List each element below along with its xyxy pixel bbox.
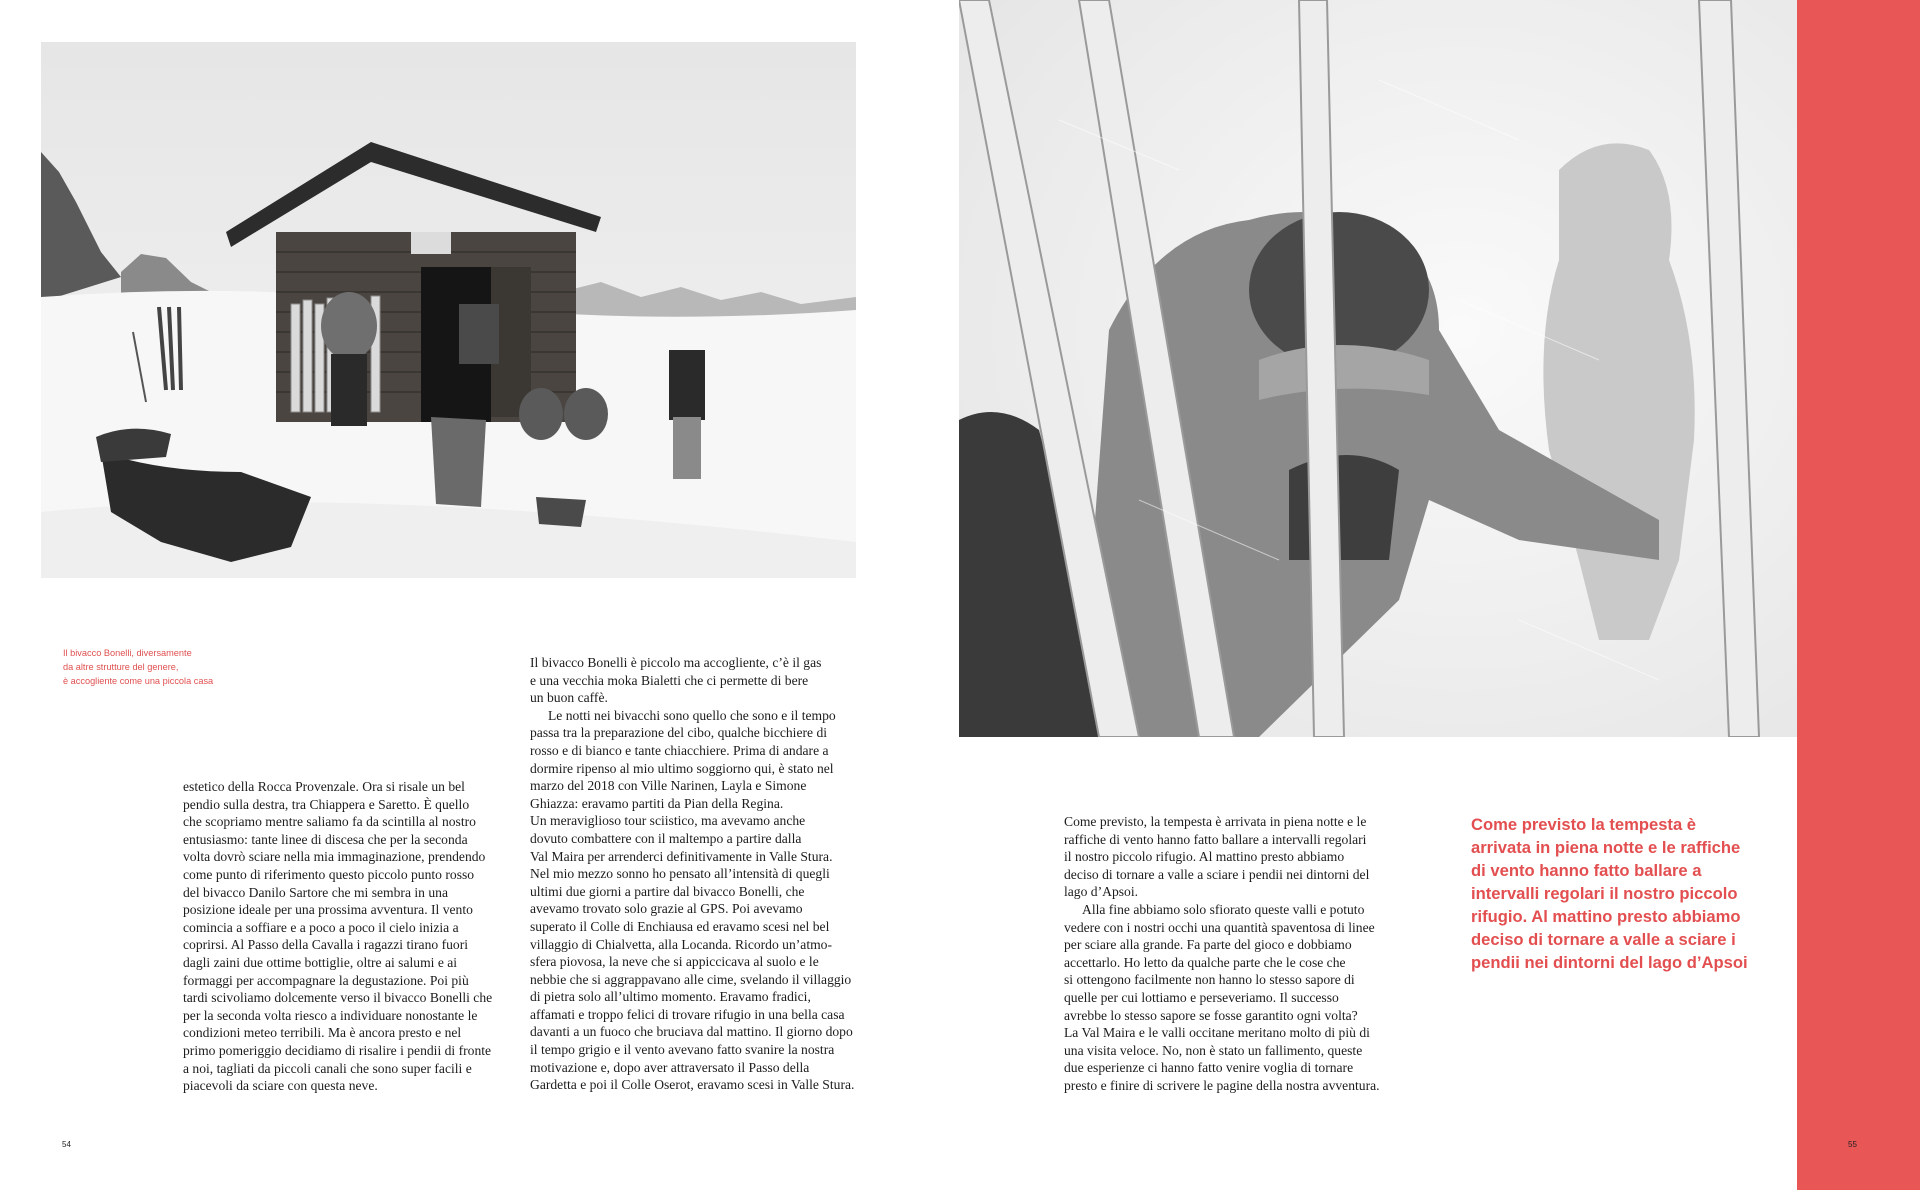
text-line: e una vecchia moka Bialetti che ci permette di bere (530, 672, 809, 688)
text-line: motivazione e, dopo aver attraversato il Passo della (530, 1059, 810, 1075)
text-line: passa tra la preparazione del cibo, qualche bicchiere di (530, 725, 828, 741)
text-line: rosso e di bianco e tante chiacchiere. Prima di andare a (530, 742, 829, 758)
text-line: ultimi due giorni a partire dal bivacco Bonelli, che (530, 883, 805, 899)
storm-photo-image (959, 0, 1797, 737)
storm-photo (959, 0, 1797, 737)
text-line: avevamo trovato solo grazie al GPS. Poi avevamo (530, 901, 803, 917)
pull-quote-line: arrivata in piena notte e le raffiche (1471, 838, 1741, 857)
pull-quote-line: di vento hanno fatto ballare a (1471, 861, 1702, 880)
text-line: due esperienze ci hanno fatto venire voglia di tornare (1064, 1060, 1354, 1076)
text-line: comincia a soffiare e a poco a poco il cielo inizia a (183, 919, 459, 935)
body-column-left (183, 778, 501, 1095)
text-line: piacevoli da sciare con questa neve. (183, 1078, 378, 1094)
text-line: di pietra solo all’ultimo momento. Eravamo fradici, (530, 989, 811, 1005)
text-line: coprirsi. Al Passo della Cavalla i ragazzi tirano fuori (183, 937, 469, 953)
text-line: come punto di riferimento questo piccolo punto rosso (183, 866, 475, 882)
text-line: che scopriamo mentre saliamo fa da scintilla al nostro (183, 814, 476, 830)
text-line: lago d’Apsoi. (1064, 884, 1139, 900)
pull-quote-line: pendii nei dintorni del lago d’Apsoi (1471, 953, 1748, 972)
accent-bar (1797, 0, 1920, 1190)
text-line: marzo del 2018 con Ville Narinen, Layla e Simone (530, 778, 807, 794)
text-line: per sciare alla grande. Fa parte del gioco e dobbiamo (1064, 937, 1352, 953)
text-line: una visita veloce. No, non è stato un fallimento, queste (1064, 1042, 1363, 1058)
text-line: si ottengono facilmente non hanno lo stesso sapore di (1064, 972, 1355, 988)
text-line: Il bivacco Bonelli è piccolo ma accogliente, c’è il gas (530, 655, 822, 670)
text-line: superato il Colle di Enchiausa ed eravamo scesi nel bel (530, 918, 830, 934)
text-line: vedere con i nostri occhi una quantità spaventosa di linee (1064, 919, 1375, 935)
text-line: dagli zaini due ottime bottiglie, oltre ai salumi e ai (183, 954, 458, 970)
text-line: villaggio di Chialvetta, alla Locanda. Ricordo un’atmo- (530, 936, 832, 952)
text-line: avrebbe lo stesso sapore se fosse garantito ogni volta? (1064, 1007, 1358, 1023)
text-line: affamati e troppo felici di trovare rifugio in una bella casa (530, 1006, 845, 1022)
text-line: accettarlo. Ho letto da qualche parte che le cose che (1064, 954, 1346, 970)
text-line: Un meraviglioso tour sciistico, ma avevamo anche (530, 813, 806, 829)
text-line: primo pomeriggio decidiamo di risalire i pendii di fronte (183, 1042, 492, 1058)
hut-photo (41, 42, 856, 578)
body-column-right (1064, 813, 1394, 1095)
text-line: formaggi per accompagnare la degustazione. Poi più (183, 972, 469, 988)
text-line: il nostro piccolo rifugio. Al mattino presto abbiamo (1064, 849, 1345, 865)
text-line: raffiche di vento hanno fatto ballare a intervalli regolari (1064, 831, 1367, 847)
text-line: condizioni meteo terribili. Ma è ancora presto e nel (183, 1025, 462, 1041)
text-line: pendio sulla destra, tra Chiappera e Saretto. È quello (183, 796, 470, 812)
photo-caption (63, 646, 253, 688)
text-line: Val Maira per arrenderci definitivamente in Valle Stura. (530, 848, 833, 864)
pull-quote-line: deciso di tornare a valle a sciare i (1471, 930, 1736, 949)
text-line: del bivacco Danilo Sartore che mi sembra in una (183, 884, 448, 900)
text-line: dormire ripenso al mio ultimo soggiorno qui, è stato nel (530, 760, 834, 776)
caption-line: Il bivacco Bonelli, diversamente (63, 648, 192, 658)
body-column-middle (530, 654, 860, 1094)
text-line: nebbie che si aggrappavano alle cime, svelando il villaggio (530, 971, 852, 987)
text-line: dovuto combattere con il maltempo a partire dalla (530, 830, 802, 846)
text-line: davanti a un fuoco che bruciava dal mattino. Il giorno dopo (530, 1024, 853, 1040)
text-line: deciso di tornare a valle a sciare i pendii nei dintorni del (1064, 866, 1370, 882)
text-line: Ghiazza: eravamo partiti da Pian della Regina. (530, 795, 784, 811)
text-line: volta dovrò sciare nella mia immaginazione, prendendo (183, 849, 486, 865)
text-line: Alla fine abbiamo solo sfiorato queste valli e potuto (1082, 901, 1365, 917)
text-line: un buon caffè. (530, 690, 608, 706)
text-line: tardi scivoliamo dolcemente verso il bivacco Bonelli che (183, 990, 493, 1006)
text-line: Le notti nei bivacchi sono quello che sono e il tempo (548, 707, 836, 723)
text-line: quelle per cui lottiamo e perseveriamo. Il successo (1064, 989, 1339, 1005)
caption-line: è accogliente come una piccola casa (63, 676, 214, 686)
text-line: presto e finire di scrivere le pagine della nostra avventura. (1064, 1077, 1380, 1093)
text-line: Gardetta e poi il Colle Oserot, eravamo scesi in Valle Stura. (530, 1077, 855, 1093)
page-number-right: 55 (1848, 1140, 1857, 1149)
pull-quote-line: Come previsto la tempesta è (1471, 815, 1697, 834)
text-line: il tempo grigio e il vento avevano fatto svanire la nostra (530, 1042, 835, 1058)
text-line: per la seconda volta riesco a individuare nonostante le (183, 1007, 478, 1023)
page-number-left: 54 (62, 1140, 71, 1149)
caption-line: da altre strutture del genere, (63, 662, 179, 672)
hut-photo-image (41, 42, 856, 578)
text-line: La Val Maira e le valli occitane meritano molto di più di (1064, 1025, 1370, 1041)
text-line: Come previsto, la tempesta è arrivata in piena notte e le (1064, 814, 1367, 829)
pull-quote-line: intervalli regolari il nostro piccolo (1471, 884, 1738, 903)
text-line: entusiasmo: tante linee di discesa che per la seconda (183, 831, 468, 847)
pull-quote-line: rifugio. Al mattino presto abbiamo (1471, 907, 1741, 926)
text-line: a noi, tagliati da piccoli canali che sono super facili e (183, 1060, 472, 1076)
text-line: posizione ideale per una prossima avventura. Il vento (183, 902, 473, 918)
pull-quote (1471, 813, 1771, 974)
text-line: Nel mio mezzo sonno ho pensato all’intensità di quegli (530, 866, 830, 882)
text-line: estetico della Rocca Provenzale. Ora si risale un bel (183, 779, 465, 794)
text-line: sfera piovosa, la neve che si appiccicava al suolo e le (530, 954, 819, 970)
